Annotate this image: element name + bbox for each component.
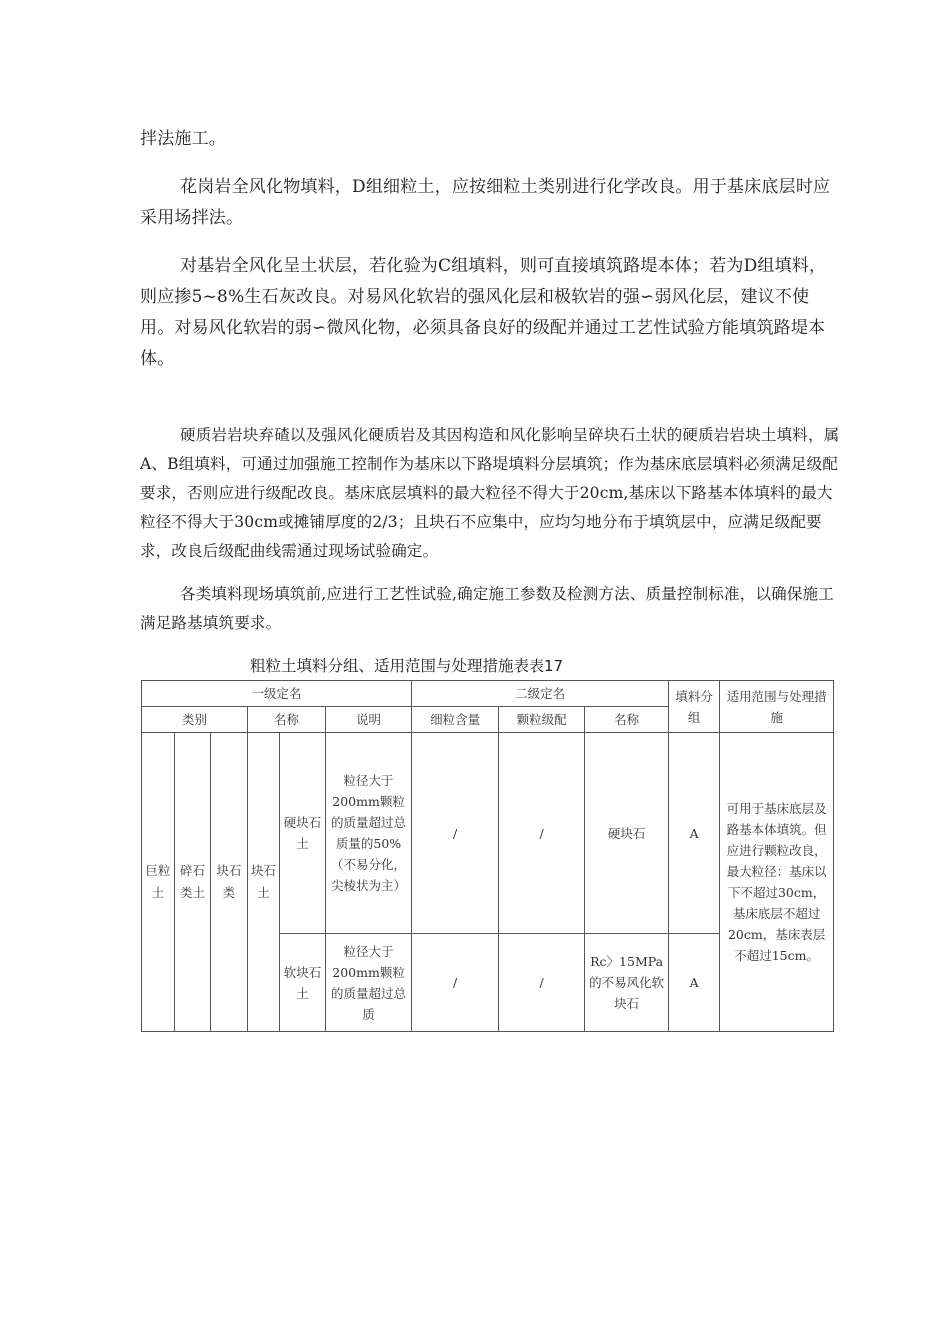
row-fines-cell: / [412,733,499,934]
row-name-cell: 硬块石土 [280,733,326,934]
row-name2-cell: 硬块石 [585,733,669,934]
row-description-cell: 粒径大于200mm颗粒的质量超过总质量的50%（不易分化，尖棱状为主） [326,733,412,934]
header-description: 说明 [326,707,412,733]
row-description-cell: 粒径大于200mm颗粒的质量超过总质 [326,934,412,1032]
paragraph-2: 花岗岩全风化物填料，D组细粒土，应按细粒土类别进行化学改良。用于基床底层时应采用场拌法。 [140,177,831,228]
header-category: 类别 [142,707,248,733]
row-group-cell: A [669,733,720,934]
category-cell-4: 块石土 [248,733,280,1032]
header-name2: 名称 [585,707,669,733]
header-scope: 适用范围与处理措施 [720,681,834,733]
header-level2: 二级定名 [412,681,669,707]
paragraph-5: 各类填料现场填筑前,应进行工艺性试验,确定施工参数及检测方法、质量控制标准，以确保施工满足路基填筑要求。 [140,585,834,632]
category-cell-3: 块石类 [211,733,248,1032]
header-name: 名称 [248,707,326,733]
paragraph-4: 硬质岩岩块弃碴以及强风化硬质岩及其因构造和风化影响呈碎块石土状的硬质岩岩块土填料，属A、B组填料，可通过加强施工控制作为基床以下路堤填料分层填筑；作为基床底层填料必须满足级配要求，否则应进行级配改良。基床底层填料的最大粒径不得大于20cm,基床以下路基本体填料的最大粒径不得大于30cm或摊铺厚度的2/3；且块石不应集中，应均匀地分布于填筑层中，应满足级配要求，改良后级配曲线需通过现场试验确定。 [140,426,840,560]
category-cell-1: 巨粒土 [142,733,175,1032]
header-row-1 [142,681,834,707]
row-gradation-cell: / [499,934,585,1032]
header-fill-group: 填料分组 [669,681,720,733]
fill-classification-table [141,680,834,1032]
paragraph-1: 拌法施工。 [140,129,226,149]
header-gradation: 颗粒级配 [499,707,585,733]
table-caption-text: 粗粒土填料分组、适用范围与处理措施表 [250,657,530,675]
header-fines: 细粒含量 [412,707,499,733]
header-level1: 一级定名 [142,681,412,707]
row-name-cell: 软块石土 [280,934,326,1032]
row-fines-cell: / [412,934,499,1032]
table-row [142,733,834,934]
row-name2-cell: Rc〉15MPa的不易风化软块石 [585,934,669,1032]
paragraph-3: 对基岩全风化呈土状层，若化验为C组填料，则可直接填筑路堤本体；若为D组填料，则应掺5~8%生石灰改良。对易风化软岩的强风化层和极软岩的强∽弱风化层，建议不使用。对易风化软岩的弱∽微风化物，必须具备良好的级配并通过工艺性试验方能填筑路堤本体。 [140,256,827,369]
row-gradation-cell: / [499,733,585,934]
row-group-cell: A [669,934,720,1032]
category-cell-2: 碎石类土 [175,733,211,1032]
table-number: 表17 [529,657,564,675]
scope-cell: 可用于基床底层及路基本体填筑。但应进行颗粒改良，最大粒径：基床以下不超过30cm，基床底层不超过20cm，基床表层不超过15cm。 [720,733,834,1032]
table-caption [250,655,750,677]
